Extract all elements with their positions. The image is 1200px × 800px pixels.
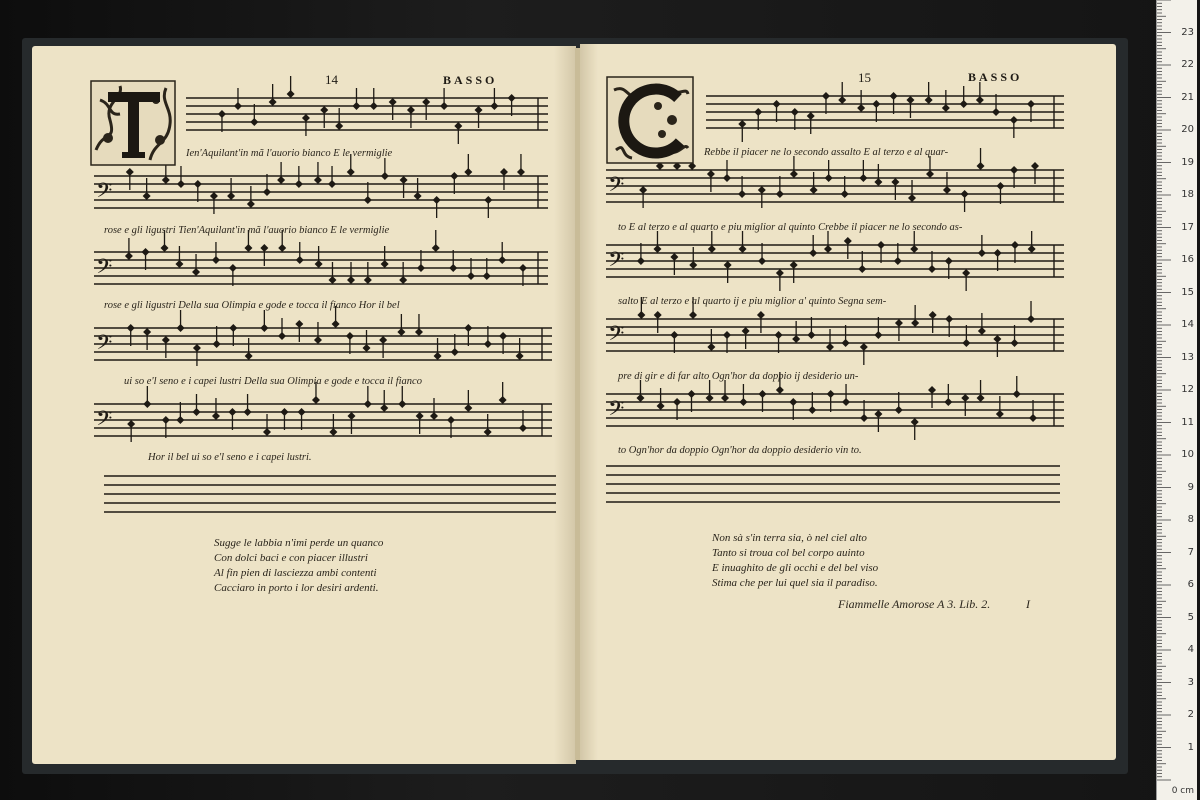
ruler-label: 1 xyxy=(1187,741,1194,753)
footer-title: Fiammelle Amorose A 3. Lib. 2. xyxy=(838,597,991,611)
right-verse-line: E inuaghito de gli occhi e del bel viso xyxy=(712,562,879,574)
clef-glyph: 𝄢 xyxy=(608,321,625,352)
left-lyric-line-2: rose e gli ligustri Tien'Aquilant'in mã l'auorio bianco E le vermiglie xyxy=(104,225,390,236)
clef-glyph: 𝄢 xyxy=(96,406,113,437)
ruler-label: 11 xyxy=(1181,416,1194,428)
ruler-label: 21 xyxy=(1181,91,1194,103)
ruler-label: 10 xyxy=(1181,449,1194,460)
left-verse-line: Al fin pien di lasciezza ambi contenti xyxy=(214,567,377,579)
clef-glyph: 𝄢 xyxy=(96,330,113,361)
left-lyric-line-1: Ien'Aquilant'in mã l'auorio bianco E le vermiglie xyxy=(186,148,393,159)
ruler-label: 15 xyxy=(1181,286,1194,298)
ruler-label: 9 xyxy=(1187,481,1194,493)
ruler-label: 6 xyxy=(1187,579,1194,590)
ruler-label: 22 xyxy=(1181,59,1194,70)
right-lyric-line-1: Rebbe il piacer ne lo secondo assalto E al terzo e al quar- xyxy=(704,147,949,158)
ruler-label: 14 xyxy=(1181,319,1194,330)
left-verse-line: Cacciaro in porto i lor desiri ardenti. xyxy=(214,582,379,594)
ruler-label: 13 xyxy=(1181,351,1194,363)
right-page-number: 15 xyxy=(858,70,871,85)
right-lyric-line-2: to E al terzo e al quarto e piu miglior al quinto Crebbe il piacer ne lo secondo as- xyxy=(618,222,963,233)
measuring-ruler xyxy=(1156,0,1197,800)
ruler-label: 5 xyxy=(1187,611,1194,623)
right-lyric-line-5: to Ogn'hor da doppio Ogn'hor da doppio desiderio vin to. xyxy=(618,445,862,456)
ruler-label: 2 xyxy=(1187,709,1194,720)
left-verse-block xyxy=(214,536,383,596)
decorated-initial-c xyxy=(606,76,694,164)
ruler-label: 3 xyxy=(1187,676,1194,688)
left-lyric-line-5: Hor il bel ui so e'l seno e i capei lustri. xyxy=(148,452,312,463)
right-voice-label: BASSO xyxy=(968,70,1023,84)
right-verse-block xyxy=(712,531,878,591)
ruler-unit: 0 cm xyxy=(1171,786,1194,796)
left-lyric-line-3: rose e gli ligustri Della sua Olimpia e gode e tocca il fianco Hor il bel xyxy=(104,300,400,311)
left-voice-label: BASSO xyxy=(443,73,498,87)
right-verse-line: Non sà s'in terra sia, ò nel ciel alto xyxy=(712,532,867,544)
ruler-label: 12 xyxy=(1181,384,1194,395)
ruler-label: 16 xyxy=(1181,254,1194,265)
clef-glyph: 𝄢 xyxy=(96,254,113,285)
left-page-number: 14 xyxy=(325,72,338,87)
right-lyric-line-4: pre di gir e di far alto Ogn'hor da doppio ij desiderio un- xyxy=(618,371,859,382)
right-verse-line: Tanto si troua col bel corpo auinto xyxy=(712,547,865,559)
clef-glyph: 𝄢 xyxy=(96,178,113,209)
ruler-label: 4 xyxy=(1187,644,1194,655)
decorated-initial-t xyxy=(90,80,176,166)
left-lyric-line-4: ui so e'l seno e i capei lustri Della sua Olimpia e gode e tocca il fianco xyxy=(124,376,422,387)
right-verse-line: Stima che per lui quel sia il paradiso. xyxy=(712,577,878,589)
ruler-label: 8 xyxy=(1187,514,1194,525)
clef-glyph: 𝄢 xyxy=(608,396,625,427)
ruler-label: 20 xyxy=(1181,124,1194,135)
left-verse-line: Sugge le labbia n'imi perde un quanco xyxy=(214,537,384,549)
right-lyric-line-3: salto E al terzo e al quarto ij e piu miglior a' quinto Segna sem- xyxy=(618,296,887,307)
clef-glyph: 𝄢 xyxy=(608,172,625,203)
signature-mark: I xyxy=(1026,597,1030,611)
ruler-label: 7 xyxy=(1187,546,1194,558)
left-verse-line: Con dolci baci e con piacer illustri xyxy=(214,552,368,564)
ruler-label: 23 xyxy=(1181,26,1194,38)
ruler-label: 19 xyxy=(1181,156,1194,168)
clef-glyph: 𝄢 xyxy=(608,247,625,278)
ruler-label: 17 xyxy=(1181,221,1194,233)
ruler-label: 18 xyxy=(1181,189,1194,200)
